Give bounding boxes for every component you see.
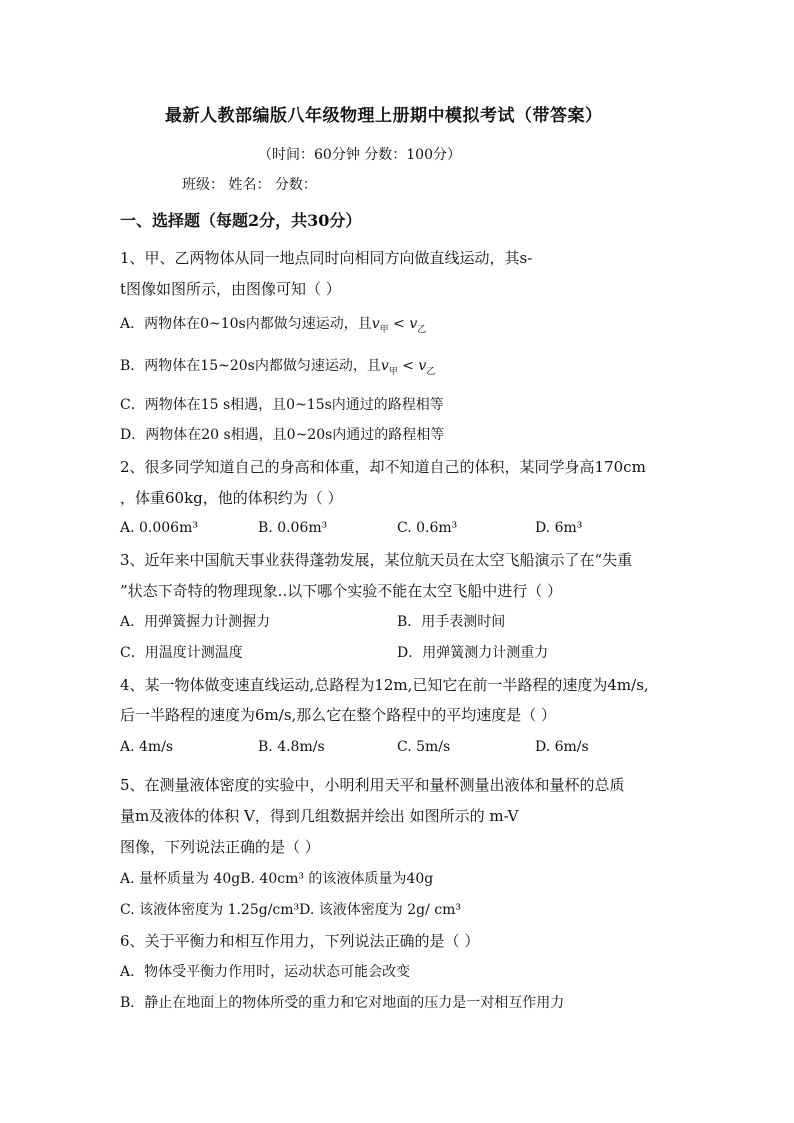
question-2-option-d: D. 6m³ <box>535 520 583 536</box>
velocity-symbol: v <box>371 316 380 332</box>
question-4-option-c: C. 5m/s <box>397 739 451 755</box>
question-6-line-1: 6、关于平衡力和相互作用力，下列说法正确的是（ ） <box>120 932 480 950</box>
question-5-options-ab: A. 量杯质量为 40gB. 40cm³ 的该液体质量为40g <box>120 871 434 887</box>
question-2-line-1: 2、很多同学知道自己的身高和体重，却不知道自己的体积，某同学身高170cm <box>120 458 646 476</box>
question-3-option-a: A．用弹簧握力计测握力 <box>120 614 271 630</box>
question-2-option-a: A. 0.006m³ <box>120 520 198 536</box>
question-4-line-1: 4、某一物体做变速直线运动,总路程为12m,已知它在前一半路程的速度为4m/s, <box>120 676 649 694</box>
question-3-option-d: D．用弹簧测力计测重力 <box>397 645 549 661</box>
question-5-line-2: 量m及液体的体积 V，得到几组数据并绘出 如图所示的 m-V <box>120 807 519 825</box>
question-2-option-b: B. 0.06m³ <box>258 520 328 536</box>
velocity-symbol: v <box>380 358 389 374</box>
question-2-option-c: C. 0.6m³ <box>397 520 458 536</box>
class-name-score-line: 班级： 姓名： 分数： <box>182 177 317 193</box>
less-than-sign: < <box>397 358 419 374</box>
question-1-option-b <box>120 356 435 382</box>
question-5-line-3: 图像，下列说法正确的是（ ） <box>120 838 320 856</box>
section-heading: 一、选择题（每题2分，共30分） <box>120 211 362 230</box>
question-4-option-a: A. 4m/s <box>120 739 174 755</box>
velocity-symbol: v <box>409 316 418 332</box>
question-3-line-1: 3、近年来中国航天事业获得蓬勃发展，某位航天员在太空飞船演示了在“失重 <box>120 551 633 569</box>
question-3-option-c: C．用温度计测温度 <box>120 645 243 661</box>
question-5-options-cd: C. 该液体密度为 1.25g/cm³D. 该液体密度为 2g/ cm³ <box>120 902 461 918</box>
question-1-line-2: t图像如图所示，由图像可知（ ） <box>120 280 341 298</box>
question-6-option-a: A．物体受平衡力作用时，运动状态可能会改变 <box>120 964 411 980</box>
subscript-yi: 乙 <box>426 366 436 377</box>
question-2-line-2: ，体重60kg，他的体积约为（ ） <box>120 489 343 507</box>
question-4-line-2: 后一半路程的速度为6m/s,那么它在整个路程中的平均速度是（ ） <box>120 706 557 724</box>
question-4-option-d: D. 6m/s <box>535 739 589 755</box>
question-1-line-1: 1、甲、乙两物体从同一地点同时向相同方向做直线运动，其s- <box>120 249 533 267</box>
question-1-option-a <box>120 314 426 340</box>
subscript-jia: 甲 <box>379 324 389 335</box>
question-6-option-b: B．静止在地面上的物体所受的重力和它对地面的压力是一对相互作用力 <box>120 995 565 1011</box>
less-than-sign: < <box>388 316 410 332</box>
velocity-symbol: v <box>418 358 427 374</box>
question-1-option-c: C．两物体在15 s相遇，且0~15s内通过的路程相等 <box>120 397 444 413</box>
question-4-option-b: B. 4.8m/s <box>258 739 325 755</box>
question-3-line-2: ”状态下奇特的物理现象..以下哪个实验不能在太空飞船中进行（ ） <box>120 582 562 600</box>
question-3-option-b: B．用手表测时间 <box>397 614 506 630</box>
subscript-yi: 乙 <box>417 324 427 335</box>
question-1-option-d: D．两物体在20 s相遇，且0~20s内通过的路程相等 <box>120 427 445 443</box>
option-a-text: A．两物体在0~10s内都做匀速运动，且 <box>120 316 372 332</box>
question-5-line-1: 5、在测量液体密度的实验中，小明利用天平和量杯测量出液体和量杯的总质 <box>120 776 625 794</box>
option-b-text: B．两物体在15~20s内都做匀速运动，且 <box>120 358 381 374</box>
exam-title: 最新人教部编版八年级物理上册期中模拟考试（带答案） <box>165 106 603 126</box>
subscript-jia: 甲 <box>388 366 398 377</box>
time-score-line: （时间：60分钟 分数：100分） <box>258 147 461 163</box>
